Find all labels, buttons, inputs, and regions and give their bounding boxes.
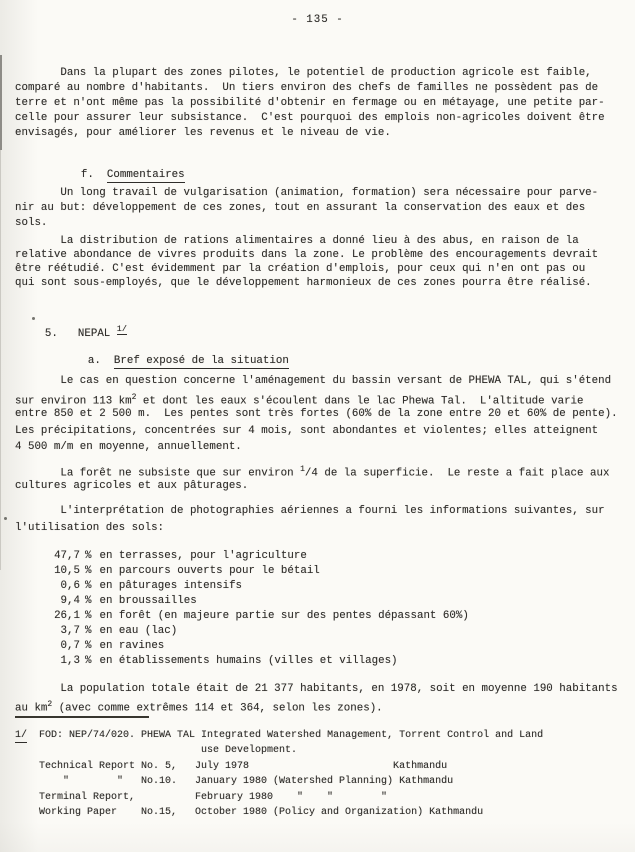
heading-letter: f. bbox=[80, 169, 94, 181]
page-number: - 135 - bbox=[291, 14, 344, 26]
fraction-numerator: 1 bbox=[300, 465, 305, 474]
land-use-label: en broussailles bbox=[99, 595, 197, 607]
paragraph-line: Un long travail de vulgarisation (animation, formation) sera nécessaire pour parve- bbox=[15, 187, 599, 199]
superscript-2: 2 bbox=[47, 700, 53, 709]
paragraph-line: qui sont sous-employés, que le développement harmonieux de ces zones pourra être réalisé. bbox=[15, 277, 592, 289]
land-use-row bbox=[52, 624, 469, 639]
paragraph-line: cultures agricoles et aux pâturages. bbox=[15, 480, 249, 492]
heading-letter: a. bbox=[87, 355, 101, 367]
percent-sign: % bbox=[85, 610, 92, 622]
paragraph-photos-aeriennes bbox=[15, 503, 627, 537]
superscript-2: 2 bbox=[131, 392, 137, 402]
section-number: 5. bbox=[44, 328, 58, 340]
paragraph-line: Dans la plupart des zones pilotes, le potentiel de production agricole est faible, bbox=[15, 67, 592, 79]
paragraph-line: terre et n'ont même pas la possibilité d'obtenir en fermage ou en métayage, une petite par- bbox=[15, 97, 605, 109]
paragraph-line: La distribution de rations alimentaires a donné lieu à des abus, en raison de la bbox=[15, 235, 579, 247]
footnote-line: Terminal Report, February 1980 " " " bbox=[15, 791, 388, 803]
paragraph-line: l'utilisation des sols: bbox=[15, 522, 165, 534]
heading-title: Bref exposé de la situation bbox=[113, 355, 289, 367]
footnote-block bbox=[15, 728, 631, 820]
land-use-label: en établissements humains (villes et villages) bbox=[99, 655, 398, 667]
percent-sign: % bbox=[85, 595, 92, 607]
paragraph-foret bbox=[15, 461, 627, 495]
land-use-label: en parcours ouverts pour le bétail bbox=[99, 565, 320, 577]
paragraph-line: La population totale était de 21 377 habitants, en 1978, soit en moyenne 190 habitants bbox=[15, 683, 618, 695]
footnote-marker: 1/ bbox=[15, 730, 28, 741]
paragraph-line: relative abondance de vivres produits dans la zone. Le problème des encouragements devrait bbox=[15, 249, 599, 261]
percent-sign: % bbox=[85, 565, 92, 577]
land-use-row bbox=[52, 579, 469, 594]
text-segment: au km bbox=[15, 702, 48, 715]
land-use-percent: 9,4 bbox=[60, 595, 80, 607]
scan-noise-dot bbox=[4, 517, 7, 520]
paragraph-line bbox=[15, 697, 627, 713]
footnote-line: Technical Report No. 5, July 1978 Kathmandu bbox=[15, 760, 448, 772]
land-use-percent: 3,7 bbox=[60, 625, 80, 637]
land-use-percent: 26,1 bbox=[54, 610, 80, 622]
footnote-text: FOD: NEP/74/020. PHEWA TAL Integrated Watershed Management, Torrent Control and Land bbox=[27, 730, 544, 741]
paragraph-line: être réétudié. C'est évidemment par la création d'emplois, pour ceux qui n'en ont pas ou bbox=[15, 263, 586, 275]
text-segment: et dont les eaux s'écoulent dans le lac Phewa Tal. L'altitude varie bbox=[136, 395, 584, 407]
percent-sign: % bbox=[85, 640, 92, 652]
paragraph-line: 4 500 m/m en moyenne, annuellement. bbox=[15, 441, 242, 453]
text-segment: La forêt ne subsiste que sur environ bbox=[15, 467, 301, 480]
paragraph-line: L'interprétation de photographies aériennes a fourni les informations suivantes, sur bbox=[15, 505, 605, 517]
land-use-label: en pâturages intensifs bbox=[99, 580, 243, 592]
percent-sign: % bbox=[85, 655, 92, 667]
land-use-label: en ravines bbox=[99, 640, 165, 652]
footnote-reference: 1/ bbox=[116, 324, 127, 334]
paragraph-line bbox=[15, 390, 627, 407]
land-use-row bbox=[52, 609, 469, 624]
text-segment: sur environ 113 km bbox=[15, 395, 132, 407]
land-use-percent: 47,7 bbox=[54, 550, 80, 562]
land-use-percent: 1,3 bbox=[60, 655, 80, 667]
percent-sign: % bbox=[85, 625, 92, 637]
heading-title: Commentaires bbox=[106, 169, 185, 181]
footnote-separator-rule bbox=[15, 716, 149, 718]
land-use-label: en terrasses, pour l'agriculture bbox=[99, 550, 307, 562]
paragraph-zones-pilotes bbox=[15, 66, 627, 141]
percent-sign: % bbox=[85, 550, 92, 562]
paragraph-line bbox=[15, 461, 627, 478]
paragraph-line: Le cas en question concerne l'aménagement du bassin versant de PHEWA TAL, qui s'étend bbox=[15, 375, 612, 387]
land-use-percent: 0,7 bbox=[60, 640, 80, 652]
footnote-line bbox=[15, 728, 631, 743]
land-use-percent: 10,5 bbox=[54, 565, 80, 577]
paragraph-population bbox=[15, 681, 627, 713]
footnote-line: " " No.10. January 1980 (Watershed Planning) Kathmandu bbox=[15, 776, 454, 788]
percent-sign: % bbox=[85, 580, 92, 592]
paragraph-line: nir au but: développement de ces zones, tout en assurant la conservation des eaux et des bbox=[15, 202, 586, 214]
land-use-row bbox=[52, 654, 469, 669]
land-use-row bbox=[52, 639, 469, 654]
paragraph-line: Les précipitations, concentrées sur 4 mois, sont abondantes et violentes; elles atteignent bbox=[15, 424, 599, 437]
footnote-line: use Development. bbox=[15, 745, 298, 757]
land-use-row bbox=[52, 549, 469, 564]
paragraph-vulgarisation bbox=[15, 186, 627, 231]
paragraph-rations bbox=[15, 234, 627, 290]
paragraph-line: envisagés, pour améliorer les revenus et le niveau de vie. bbox=[15, 127, 391, 139]
land-use-label: en eau (lac) bbox=[99, 625, 178, 637]
paragraph-line: celle pour assurer leur subsistance. C'est pourquoi des emplois non-agricoles doivent être bbox=[15, 112, 605, 124]
paragraph-line: sols. bbox=[15, 217, 48, 229]
footnote-line: Working Paper No.15, October 1980 (Policy and Organization) Kathmandu bbox=[15, 806, 484, 818]
section-title: NEPAL bbox=[77, 328, 111, 340]
land-use-row bbox=[52, 564, 469, 579]
paragraph-phewa-tal bbox=[15, 373, 627, 456]
scan-edge-artifact bbox=[0, 55, 2, 150]
land-use-label: en forêt (en majeure partie sur des pentes dépassant 60%) bbox=[99, 610, 469, 622]
text-segment: /4 de la superficie. Le reste a fait place aux bbox=[304, 467, 610, 480]
scan-edge-artifact-light bbox=[0, 150, 1, 570]
land-use-row bbox=[52, 594, 469, 609]
text-segment: (avec comme extrêmes 114 et 364, selon les zones). bbox=[52, 702, 383, 715]
paragraph-line: entre 850 et 2 500 m. Les pentes sont très fortes (60% de la zone entre 20 et 60% de pente). bbox=[15, 408, 618, 420]
land-use-percent: 0,6 bbox=[60, 580, 80, 592]
land-use-list bbox=[52, 549, 469, 669]
paragraph-line: comparé au nombre d'habitants. Un tiers environ des chefs de familles ne possèdent pas de bbox=[15, 82, 599, 94]
